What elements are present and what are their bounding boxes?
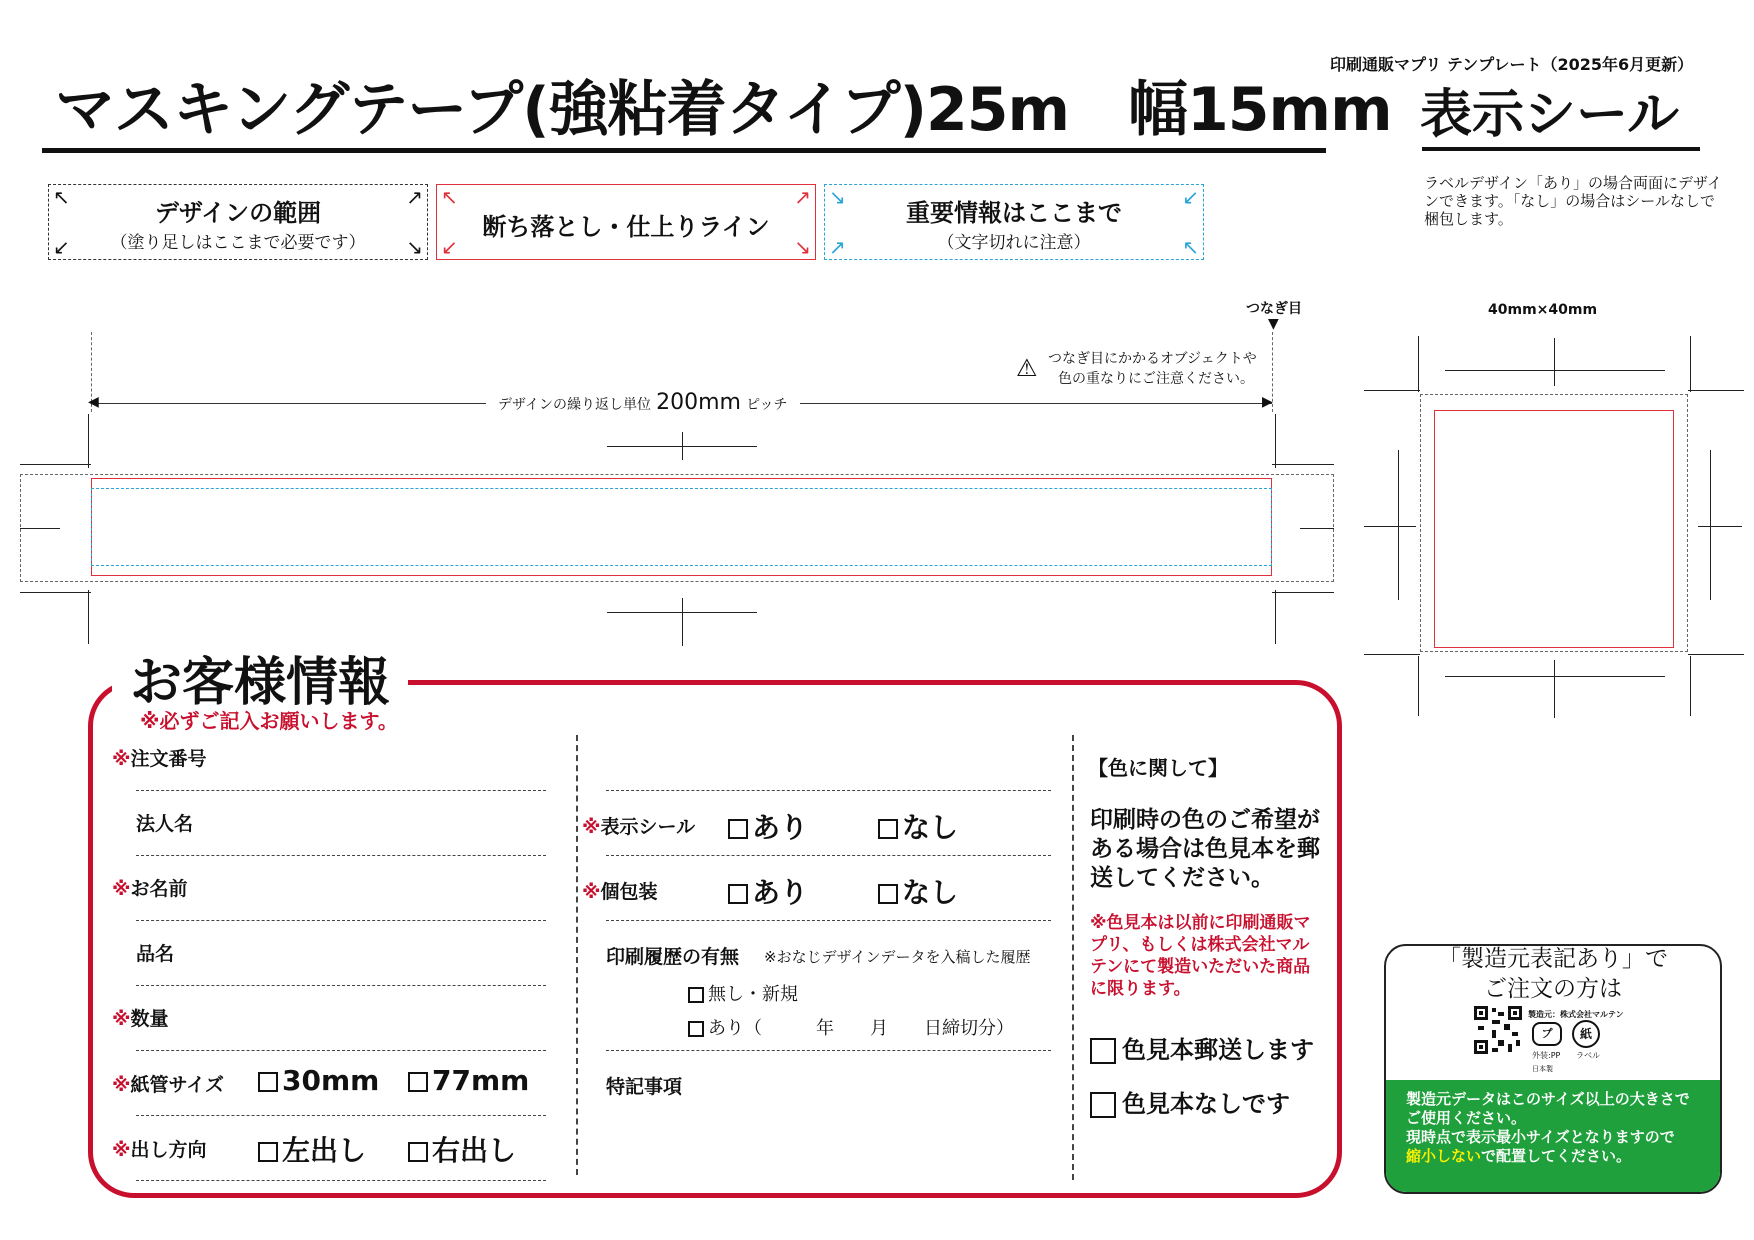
crop-mark: [88, 414, 89, 468]
crop-mark: [1445, 370, 1665, 371]
product-line[interactable]: [136, 985, 546, 986]
crop-mark: [1418, 656, 1419, 716]
page-title: マスキングテープ(強粘着タイプ)25m 幅15mm: [55, 75, 1392, 145]
seam-label: つなぎ目: [1246, 301, 1302, 317]
pitch-label: [486, 390, 800, 415]
field-individual-pack: ※個包装: [582, 881, 658, 903]
order-no-line[interactable]: [136, 790, 546, 791]
plastic-recycle-icon: プ: [1532, 1022, 1562, 1046]
legend-trim-line: [436, 184, 816, 260]
crop-mark: [682, 598, 683, 646]
arrow-se-icon: ↘: [794, 235, 811, 259]
arrow-nw-icon: ↖: [441, 185, 458, 209]
seal-trim-line: [1434, 410, 1674, 648]
crop-mark: [1690, 336, 1691, 392]
label-seal-yes-checkbox[interactable]: あり: [728, 806, 808, 846]
crop-mark: [1364, 390, 1420, 391]
outer-material-label: 外装:PP: [1532, 1051, 1561, 1060]
legend-design-sub: （塗り足しはここまで必要です）: [110, 233, 366, 253]
seam-warning-1: つなぎ目にかかるオブジェクトや: [1048, 351, 1257, 367]
direction-left-checkbox[interactable]: 左出し: [258, 1129, 366, 1169]
core-77mm-checkbox[interactable]: 77mm: [408, 1064, 529, 1097]
arrow-nw-icon: ↖: [1182, 235, 1199, 259]
maker-info-box: [1384, 944, 1722, 1194]
history-yes-checkbox[interactable]: あり（ 年 月 日締切分）: [688, 1014, 1014, 1040]
field-order-no[interactable]: ※注文番号: [112, 748, 207, 770]
field-name[interactable]: ※お名前: [112, 878, 188, 900]
seal-title: 表示シール: [1420, 85, 1679, 145]
arrow-ne-icon: ↗: [829, 235, 846, 259]
crop-mark: [1272, 592, 1334, 593]
quantity-line[interactable]: [136, 1050, 546, 1051]
warning-icon: ⚠: [1016, 354, 1038, 382]
color-none-checkbox[interactable]: 色見本なしです: [1090, 1084, 1290, 1119]
crop-mark: [1275, 590, 1276, 644]
seal-size-label: 40mm×40mm: [1488, 302, 1598, 318]
arrow-left-icon: ◀: [88, 394, 99, 410]
crop-mark: [1418, 336, 1419, 392]
core-size-line: [136, 1115, 546, 1116]
crop-mark: [1364, 526, 1416, 527]
crop-mark: [20, 592, 91, 593]
crop-mark: [1398, 450, 1399, 600]
crop-mark: [1554, 338, 1555, 386]
name-line[interactable]: [136, 920, 546, 921]
history-new-checkbox[interactable]: 無し・新規: [688, 980, 798, 1006]
seal-divider: [1422, 147, 1700, 151]
label-material-label: ラベル: [1576, 1051, 1600, 1060]
maker-heading: 「製造元表記あり」で ご注文の方は: [1386, 944, 1720, 1004]
special-notes-field[interactable]: [606, 1100, 1051, 1175]
arrow-ne-icon: ↗: [406, 185, 423, 209]
crop-mark: [1688, 654, 1744, 655]
seam-warning-2: 色の重なりにご注意ください。: [1058, 371, 1254, 387]
company-line[interactable]: [136, 855, 546, 856]
arrow-se-icon: ↘: [829, 185, 846, 209]
col2-line: [606, 920, 1051, 921]
legend-trim-title: 断ち落とし・仕上りライン: [482, 213, 770, 241]
col2-line: [606, 1050, 1051, 1051]
legend-design-area: [48, 184, 428, 260]
color-text: 印刷時の色のご希望がある場合は色見本を郵送してください。: [1090, 807, 1320, 891]
column-divider: [576, 735, 578, 1175]
col2-line: [606, 790, 1051, 791]
crop-mark: [20, 464, 91, 465]
arrow-ne-icon: ↗: [794, 185, 811, 209]
column-divider: [1072, 735, 1074, 1180]
field-product[interactable]: 品名: [136, 943, 175, 965]
qr-code-icon: [1474, 1006, 1522, 1054]
field-direction: ※出し方向: [112, 1139, 207, 1161]
crop-mark: [1554, 660, 1555, 718]
pack-no-checkbox[interactable]: なし: [878, 871, 958, 911]
color-mail-checkbox[interactable]: 色見本郵送します: [1090, 1030, 1314, 1065]
label-seal-no-checkbox[interactable]: なし: [878, 806, 958, 846]
field-company[interactable]: 法人名: [136, 813, 194, 835]
maker-instructions: 製造元データはこのサイズ以上の大きさでご使用ください。 現時点で表示最小サイズとなりますので 縮小しないで配置してください。: [1386, 1080, 1720, 1192]
crop-mark: [88, 590, 89, 644]
core-30mm-checkbox[interactable]: 30mm: [258, 1064, 379, 1097]
arrow-se-icon: ↘: [406, 235, 423, 259]
direction-right-checkbox[interactable]: 右出し: [408, 1129, 516, 1169]
seal-description: ラベルデザイン「あり」の場合両面にデザインできます。「なし」の場合はシールなしで梱包します。: [1424, 174, 1722, 228]
crop-mark: [1272, 464, 1334, 465]
crop-mark: [682, 432, 683, 460]
field-core-size: ※紙管サイズ: [112, 1074, 224, 1096]
template-label: 印刷通販マプリ テンプレート（2025年6月更新）: [1330, 55, 1694, 74]
seam-marker-icon: ▼: [1268, 316, 1279, 332]
arrow-nw-icon: ↖: [53, 185, 70, 209]
col2-line: [606, 855, 1051, 856]
pitch-value: 200mm: [656, 390, 741, 415]
crop-mark: [1364, 654, 1420, 655]
crop-mark: [1698, 526, 1742, 527]
direction-line: [136, 1180, 546, 1181]
form-title: お客様情報: [112, 640, 408, 715]
arrow-sw-icon: ↙: [53, 235, 70, 259]
special-notes-label: 特記事項: [606, 1076, 683, 1098]
color-note: ※色見本は以前に印刷通販マプリ、もしくは株式会社マルテンにて製造いただいた商品に限ります。: [1090, 913, 1311, 999]
arrow-sw-icon: ↙: [441, 235, 458, 259]
crop-mark: [1690, 656, 1691, 716]
pack-yes-checkbox[interactable]: あり: [728, 871, 808, 911]
crop-mark: [1300, 528, 1334, 529]
pitch-suffix: ピッチ: [746, 397, 788, 413]
legend-safe-sub: （文字切れに注意）: [937, 233, 1091, 253]
arrow-right-icon: ▶: [1262, 394, 1273, 410]
legend-safe-title: 重要情報はここまで: [906, 199, 1122, 227]
made-in-label: 日本製: [1532, 1065, 1553, 1073]
field-quantity[interactable]: ※数量: [112, 1008, 169, 1030]
tape-safe-area: [91, 488, 1272, 566]
field-label-seal: ※表示シール: [582, 816, 696, 838]
title-divider: [42, 148, 1326, 153]
crop-mark: [1445, 676, 1665, 677]
crop-mark: [20, 528, 60, 529]
maker-name: 製造元：株式会社マルテン: [1528, 1010, 1624, 1019]
history-note: ※おなじデザインデータを入稿した履歴: [764, 948, 1031, 966]
history-label: 印刷履歴の有無: [606, 946, 740, 968]
legend-safe-area: [824, 184, 1204, 260]
crop-mark: [1688, 390, 1744, 391]
arrow-sw-icon: ↙: [1182, 185, 1199, 209]
crop-mark: [1275, 414, 1276, 468]
form-required-note: ※必ずご記入お願いします。: [140, 709, 398, 733]
paper-recycle-icon: 紙: [1572, 1020, 1600, 1048]
legend-design-title: デザインの範囲: [154, 199, 322, 227]
pitch-prefix: デザインの繰り返し単位: [498, 397, 652, 413]
color-heading: 【色に関して】: [1088, 756, 1228, 780]
crop-mark: [1710, 450, 1711, 600]
